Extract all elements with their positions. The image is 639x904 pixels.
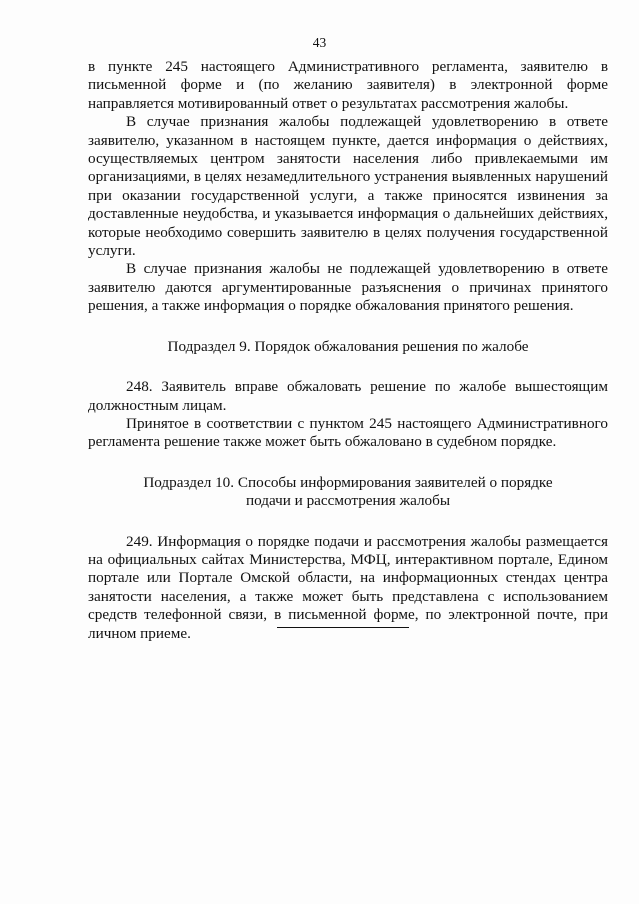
paragraph-rejected-complaint: В случае признания жалобы не подлежащей удовлетворению в ответе заявителю даются аргументированные разъяснения о причинах принятого решения, а также информация о порядке обжалования принятого решения. (88, 260, 608, 315)
paragraph-continuation: в пункте 245 настоящего Административного регламента, заявителю в письменной форме и (по желанию заявителя) в электронной форме направляется мотивированный ответ о результатах рассмотрения жалобы. (88, 58, 608, 112)
document-body (88, 58, 608, 643)
section-heading-10 (88, 474, 608, 511)
end-divider-line (277, 627, 409, 628)
section-heading-10-line1: Подраздел 10. Способы информирования заявителей о порядке (143, 473, 553, 491)
paragraph-satisfied-complaint: В случае признания жалобы подлежащей удовлетворению в ответе заявителю, указанном в настоящем пункте, дается информация о действиях, осуществляемых центром занятости населения либо привлекаемыми им организациями, в целях незамедлительного устранения выявленных нарушений при оказании государственной услуги, а также приносятся извинения за доставленные неудобства, и указывается информация о дальнейших действиях, которые необходимо совершить заявителю в целях получения государственной услуги. (88, 113, 608, 260)
page-number: 43 (312, 35, 327, 50)
section-heading-9: Подраздел 9. Порядок обжалования решения по жалобе (167, 337, 529, 355)
section-heading-10-line2: подачи и рассмотрения жалобы (245, 492, 451, 510)
paragraph-248: 248. Заявитель вправе обжаловать решение по жалобе вышестоящим должностным лицам. (88, 378, 608, 414)
paragraph-248-court: Принятое в соответствии с пунктом 245 настоящего Административного регламента решение также может быть обжаловано в судебном порядке. (88, 414, 608, 451)
paragraph-249: 249. Информация о порядке подачи и рассмотрения жалобы размещается на официальных сайтах Министерства, МФЦ, интерактивном портале, Едином портале или Портале Омской области, на информационных стендах центра занятости населения, а также может быть представлена с использованием средств телефонной связи, в письменной форме, по электронной почте, при личном приеме. (88, 532, 608, 642)
